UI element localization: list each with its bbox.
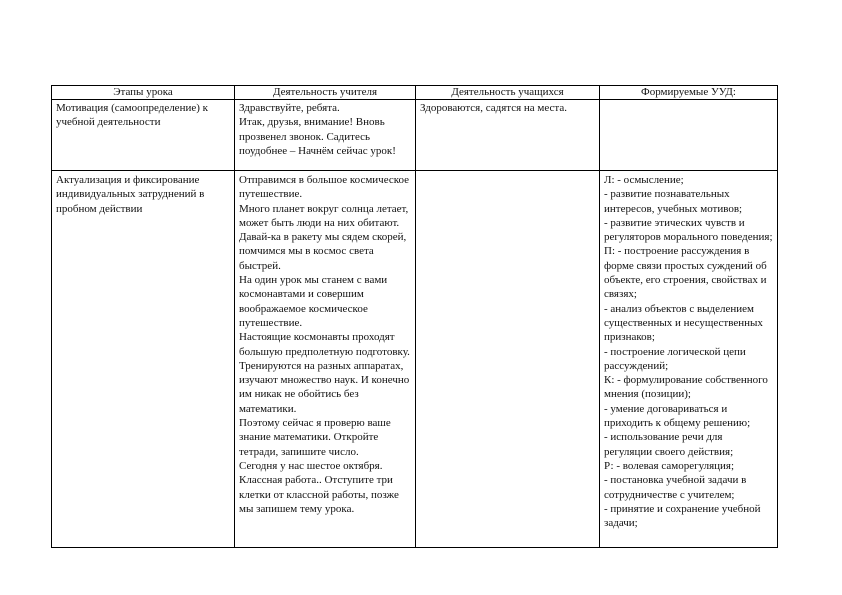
cell-text: Настоящие космонавты проходят большую предполетную подготовку.	[239, 331, 410, 358]
cell-students	[416, 171, 600, 548]
lesson-plan-table	[51, 85, 778, 548]
cell-text: Л: - осмысление;	[604, 174, 684, 186]
cell-text: На один урок мы станем с вами космонавтами и совершим воображаемое космическое путешествие.	[239, 274, 388, 329]
cell-text: - анализ объектов с выделением существенных и несущественных признаков;	[604, 302, 763, 344]
cell-text: Классная работа.. Отступите три клетки от классной работы, позже мы запишем тему урока.	[239, 474, 399, 515]
cell-text: Р: - волевая саморегуляция;	[604, 459, 735, 472]
cell-stage	[52, 171, 235, 548]
table-row	[52, 171, 778, 548]
table-row	[52, 100, 778, 171]
cell-teacher	[235, 100, 416, 171]
cell-uud	[600, 171, 778, 548]
header-student-activity: Деятельность учащихся	[416, 86, 600, 100]
header-teacher-activity: Деятельность учителя	[235, 86, 416, 100]
cell-text: Тренируются на разных аппаратах, изучают множество наук. И конечно им никак не обойтись без математики.	[239, 359, 410, 415]
cell-text: Здороваются, садятся на места.	[420, 102, 568, 114]
cell-text: - принятие и сохранение учебной задачи;	[604, 502, 761, 530]
cell-text: Актуализация и фиксирование индивидуальных затруднений в пробном действии	[56, 174, 205, 215]
cell-uud	[600, 100, 778, 171]
cell-text: Поэтому сейчас я проверю ваше знание математики. Откройте тетради, запишите число.	[239, 417, 391, 458]
cell-text: К: - формулирование собственного мнения (позиции);	[604, 374, 768, 401]
cell-text: - развитие этических чувств и регуляторов морального поведения;	[604, 216, 773, 244]
cell-text: - использование речи для регуляции своего действия;	[604, 431, 734, 458]
cell-text: - постановка учебной задачи в сотрудничестве с учителем;	[604, 474, 747, 501]
cell-text: Здравствуйте, ребята.	[239, 102, 340, 114]
header-uud: Формируемые УУД:	[600, 86, 778, 100]
cell-text: Мотивация (самоопределение) к учебной деятельности	[56, 102, 208, 129]
cell-stage	[52, 100, 235, 171]
cell-text: - построение логической цепи рассуждений;	[604, 345, 746, 372]
table-header-row	[52, 86, 778, 100]
cell-text: Отправимся в большое космическое путешествие.	[239, 174, 410, 201]
cell-text: - развитие познавательных интересов, учебных мотивов;	[604, 188, 743, 215]
cell-text: П: - построение рассуждения в форме связи простых суждений об объекте, его строения, свойствах и связях;	[604, 245, 767, 301]
cell-text: Итак, друзья, внимание! Вновь прозвенел звонок. Садитесь поудобнее – Начнём сейчас урок!	[239, 116, 396, 157]
cell-text: Сегодня у нас шестое октября.	[239, 459, 383, 472]
cell-text: Давай-ка в ракету мы сядем скорей, помчимся мы в космос света быстрей.	[239, 231, 407, 272]
cell-students	[416, 100, 600, 171]
header-lesson-stages: Этапы урока	[52, 86, 235, 100]
cell-text: - умение договариваться и приходить к общему решению;	[604, 402, 751, 430]
cell-teacher	[235, 171, 416, 548]
cell-text: Много планет вокруг солнца летает, может быть люди на них обитают.	[239, 202, 409, 229]
